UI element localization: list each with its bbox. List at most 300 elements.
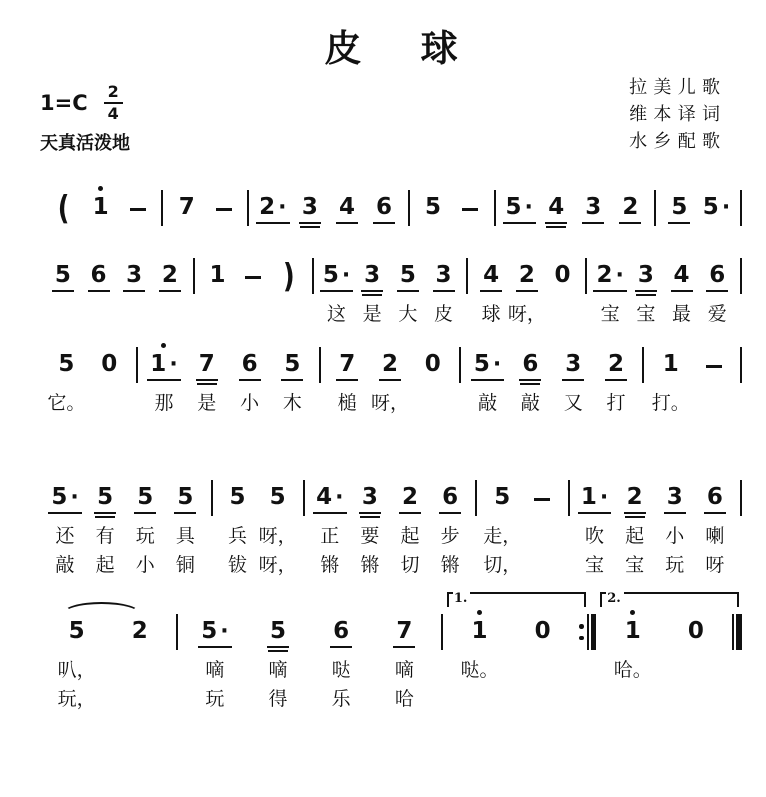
note-glyph-row [196, 350, 218, 382]
note-digit: 5 [201, 618, 218, 645]
note-column [430, 475, 470, 579]
octave-dot-slot [630, 609, 635, 617]
duration-dot: · [524, 195, 533, 221]
note-column [200, 253, 236, 328]
note-glyph-row [668, 193, 690, 225]
measure [410, 185, 494, 231]
rest [532, 609, 554, 655]
note-column [310, 475, 350, 579]
note [619, 185, 641, 231]
note [90, 185, 112, 231]
rest [98, 342, 120, 388]
lyric-syllable: 还 [55, 525, 75, 548]
lyric-syllable: 玩， [57, 688, 96, 711]
note-digit: 6 [90, 262, 107, 289]
lyric-syllable: 走， [483, 525, 522, 548]
measure [40, 342, 136, 417]
note-column [466, 342, 509, 417]
score-line [40, 253, 742, 328]
lyric-syllable: 是 [362, 303, 382, 326]
lyric-syllable: 锵 [360, 554, 380, 577]
key-signature: 1=C [40, 90, 88, 115]
note [134, 475, 156, 521]
duration-dot: · [599, 485, 609, 511]
repeat-dots [579, 624, 584, 640]
lyric-syllable: 又 [563, 392, 583, 415]
note-glyph-row [700, 193, 733, 225]
note-digit: 4 [338, 194, 355, 221]
note [336, 342, 358, 388]
note-column [246, 609, 309, 713]
lyric-syllable: 叭， [57, 659, 96, 682]
note [256, 185, 289, 231]
volta-bracket [447, 592, 586, 607]
note-column [291, 185, 328, 231]
note-glyph-underlined [359, 484, 381, 514]
note-digit: 1 [624, 618, 641, 645]
lyric-syllable: 木 [282, 392, 302, 415]
note-column [545, 253, 581, 328]
note-glyph [532, 618, 554, 648]
note-digit: 3 [361, 484, 378, 511]
note-digit: 6 [376, 194, 393, 221]
note-glyph [491, 484, 513, 514]
measure [178, 609, 441, 713]
note [196, 342, 218, 388]
note-digit: 5 [671, 194, 688, 221]
lyric-syllable: 喇 [705, 525, 725, 548]
measure [496, 185, 654, 231]
note-column [390, 475, 430, 579]
note-glyph-row [128, 193, 148, 225]
lyric-syllable: 槌 [337, 392, 357, 415]
note [635, 253, 657, 299]
note-column [328, 185, 365, 231]
note [433, 253, 455, 299]
dash-glyph [216, 208, 232, 212]
note-glyph-row [685, 617, 707, 649]
note-glyph-row [664, 483, 686, 515]
lyric-syllable: 宝 [625, 554, 645, 577]
dash-note [532, 475, 552, 521]
rest [685, 609, 707, 655]
note-glyph-underlined [361, 262, 383, 292]
note-digit: 5 [51, 484, 68, 511]
note-column [168, 185, 205, 231]
note-glyph-row [468, 617, 490, 649]
note-glyph-underlined [619, 194, 641, 224]
volta-label: 2. [606, 592, 624, 606]
duration-dot: · [341, 263, 351, 289]
note [361, 253, 383, 299]
lyric-syllable: 嘀 [268, 659, 288, 682]
lyric-syllable: 宝 [600, 303, 620, 326]
note [227, 475, 249, 521]
lyric-syllable: 皮 [434, 303, 454, 326]
note [439, 475, 461, 521]
measure [477, 475, 567, 579]
note [397, 253, 419, 299]
note-column [522, 475, 562, 579]
note-digit: 2 [402, 484, 419, 511]
note-digit: 2 [607, 351, 624, 378]
note [578, 475, 611, 521]
dash-glyph [130, 208, 146, 212]
note-column [373, 609, 436, 713]
lyric-syllable: 吹 [585, 525, 605, 548]
note-glyph-underlined [704, 484, 726, 514]
note-glyph-row [123, 261, 145, 293]
note-glyph-row [578, 483, 611, 515]
key-time-line [40, 83, 130, 122]
note-glyph-underlined [88, 262, 110, 292]
note [123, 253, 145, 299]
lyric-syllable: 哒。 [460, 659, 499, 682]
note-digit: 5 [473, 351, 490, 378]
note-glyph-underlined [399, 484, 421, 514]
note-glyph-underlined [624, 484, 646, 514]
time-signature-numerator: 2 [104, 83, 123, 104]
note-digit: 1 [150, 351, 167, 378]
note-glyph-underlined [471, 351, 504, 381]
note [624, 475, 646, 521]
note-column [369, 342, 412, 417]
note-glyph-row [267, 483, 289, 515]
lyric-syllable: 呀， [370, 392, 409, 415]
barline [740, 480, 742, 516]
note-glyph-row [393, 617, 415, 649]
note [159, 253, 181, 299]
note-glyph-underlined [516, 262, 538, 292]
note-glyph-row [313, 483, 346, 515]
dash-glyph [245, 276, 261, 280]
note-glyph-row [552, 261, 574, 293]
measure [305, 475, 476, 579]
measure [570, 475, 741, 579]
duration-dot: · [721, 195, 731, 221]
note-glyph [55, 351, 77, 381]
note-glyph-underlined [379, 351, 401, 381]
note-glyph-underlined [578, 484, 611, 514]
note-column [655, 475, 695, 579]
note-digit: 5 [505, 194, 522, 221]
note-column [592, 253, 628, 328]
note-digit: 0 [424, 351, 441, 378]
note-glyph-row [519, 350, 541, 382]
dash-glyph [534, 498, 550, 502]
note [267, 609, 289, 655]
note-column [228, 342, 271, 417]
credit-line-arranger: 水乡配歌 [629, 131, 727, 153]
note-glyph-row [480, 261, 502, 293]
note-glyph-row [706, 261, 728, 293]
note [174, 475, 196, 521]
note-glyph-row [66, 617, 88, 649]
note-column [698, 185, 735, 231]
note-glyph-underlined [582, 194, 604, 224]
note [359, 475, 381, 521]
barline [740, 347, 742, 383]
note-column [411, 342, 454, 417]
note-glyph-row [299, 193, 321, 225]
note-glyph-underlined [48, 484, 81, 514]
note-glyph-row [622, 617, 644, 649]
lyric-syllable: 锵 [320, 554, 340, 577]
note-glyph [422, 194, 444, 224]
measure [314, 253, 467, 328]
lyric-syllable: 起 [625, 525, 645, 548]
note-glyph [176, 194, 198, 224]
note-glyph-underlined [256, 194, 289, 224]
lyric-syllable: 乐 [331, 688, 351, 711]
note [299, 185, 321, 231]
note [700, 185, 733, 231]
lyric-syllable: 哈。 [613, 659, 652, 682]
note-column [612, 185, 649, 231]
note-glyph-row [320, 261, 353, 293]
note-glyph-underlined [668, 194, 690, 224]
note-column [426, 253, 462, 328]
measure [443, 591, 579, 713]
note-glyph [66, 618, 88, 648]
lyric-syllable: 是 [197, 392, 217, 415]
rest [552, 253, 574, 299]
note-glyph-underlined [397, 262, 419, 292]
lyric-syllable: 它。 [47, 392, 86, 415]
note [147, 342, 180, 388]
dash-note [460, 185, 480, 231]
note-column [235, 253, 271, 328]
note-glyph-underlined [503, 194, 536, 224]
note [281, 342, 303, 388]
repeat-dot [579, 624, 584, 629]
note [207, 253, 229, 299]
note-column [185, 342, 228, 417]
lyric-syllable: 锵 [440, 554, 460, 577]
lyric-syllable: 呀， [507, 303, 546, 326]
note-digit: 5 [399, 262, 416, 289]
rest [422, 342, 444, 388]
note-glyph-row [516, 261, 538, 293]
octave-dot [161, 343, 166, 348]
lyric-syllable: 呀， [258, 554, 297, 577]
note-column [254, 185, 291, 231]
note-column [271, 253, 307, 328]
note-column [218, 475, 258, 579]
note-glyph-row [159, 261, 181, 293]
score-header [40, 74, 742, 155]
note-column [615, 475, 655, 579]
score-line [40, 591, 742, 713]
note-glyph-row [704, 483, 726, 515]
note-glyph-underlined [393, 618, 415, 648]
note [593, 253, 626, 299]
note-digit: 5 [270, 618, 287, 645]
final-barline [732, 614, 742, 650]
note-column [183, 609, 246, 713]
note-column [45, 185, 82, 231]
octave-dot-slot [161, 342, 166, 350]
note-column [205, 185, 242, 231]
note-column [365, 185, 402, 231]
note [313, 475, 346, 521]
note-digit: 0 [554, 262, 571, 289]
note-glyph [90, 194, 112, 224]
note-glyph-underlined [52, 262, 74, 292]
note-column [482, 475, 522, 579]
note-column [511, 609, 574, 713]
note [336, 185, 358, 231]
note-glyph-row [281, 350, 303, 382]
note-glyph-underlined [605, 351, 627, 381]
note-glyph-row [660, 350, 682, 382]
note [58, 185, 70, 231]
note-digit: 7 [178, 194, 195, 221]
note-digit: 7 [198, 351, 215, 378]
note-glyph-underlined [123, 262, 145, 292]
note [668, 185, 690, 231]
note-column [143, 342, 186, 417]
note-glyph-underlined [664, 484, 686, 514]
note-digit: 5 [137, 484, 154, 511]
lyric-syllable: 嘀 [205, 659, 225, 682]
volta-bracket [600, 592, 739, 607]
octave-dot [630, 610, 635, 615]
note-glyph-underlined [198, 618, 231, 648]
note-glyph-underlined [480, 262, 502, 292]
octave-dot [477, 610, 482, 615]
note-digit: 3 [435, 262, 452, 289]
note-column [350, 475, 390, 579]
measure [468, 253, 585, 328]
duration-dot: · [615, 263, 624, 289]
note-digit: 3 [585, 194, 602, 221]
note-digit: 2 [161, 262, 178, 289]
note [379, 342, 401, 388]
note-glyph-underlined [336, 194, 358, 224]
duration-dot: · [492, 352, 502, 378]
note-glyph [227, 484, 249, 514]
note-column [661, 185, 698, 231]
note-glyph-row [422, 193, 444, 225]
note-digit: 3 [364, 262, 381, 289]
measure [461, 342, 642, 417]
credit-line-source: 拉美儿歌 [629, 77, 727, 99]
note-glyph-row [460, 193, 480, 225]
note-glyph-underlined [147, 351, 180, 381]
dash-note [243, 253, 263, 299]
note [706, 253, 728, 299]
note-digit: 5 [58, 351, 75, 378]
note-column [575, 185, 612, 231]
note-column [699, 253, 735, 328]
note-digit: 5 [284, 351, 301, 378]
note-glyph-underlined [336, 351, 358, 381]
note-glyph-row [98, 350, 120, 382]
note [519, 342, 541, 388]
lyric-syllable: 玩 [665, 554, 685, 577]
note-glyph-row [147, 350, 180, 382]
note-column [326, 342, 369, 417]
note-column [310, 609, 373, 713]
note-column [575, 475, 615, 579]
note [330, 609, 352, 655]
measure [40, 253, 193, 328]
lyric-syllable: 起 [95, 554, 115, 577]
note-column [509, 253, 545, 328]
measure [40, 475, 211, 579]
measure [163, 185, 247, 231]
note-glyph-underlined [159, 262, 181, 292]
note [267, 475, 289, 521]
note [671, 253, 693, 299]
note-glyph-underlined [196, 351, 218, 381]
note-glyph [468, 618, 490, 648]
note [503, 185, 536, 231]
note [422, 185, 444, 231]
note-column [125, 475, 165, 579]
note-glyph-row [397, 261, 419, 293]
note-digit: 3 [637, 262, 654, 289]
thick-barline [736, 614, 742, 650]
note-column [552, 342, 595, 417]
note-column [81, 253, 117, 328]
note-glyph [552, 262, 574, 292]
note-digit: 2 [596, 262, 613, 289]
note-column [595, 342, 638, 417]
note-glyph-row [373, 193, 395, 225]
note-column [258, 475, 298, 579]
note-column [473, 253, 509, 328]
note-glyph-row [704, 350, 724, 382]
note-glyph-row [134, 483, 156, 515]
note-digit: 6 [709, 262, 726, 289]
time-signature [104, 83, 123, 122]
note-glyph [660, 351, 682, 381]
key-signature-block [40, 83, 130, 155]
note-digit: 3 [666, 484, 683, 511]
note-glyph-row [624, 483, 646, 515]
note-column [82, 185, 119, 231]
note-digit: 5 [54, 262, 71, 289]
note-column [448, 609, 511, 713]
note-column [108, 609, 171, 713]
note-glyph-underlined [239, 351, 261, 381]
note-digit: 5 [702, 194, 719, 221]
measure [596, 591, 732, 713]
note-glyph-underlined [519, 351, 541, 381]
note [480, 253, 502, 299]
note-column [85, 475, 125, 579]
note-digit: 2 [622, 194, 639, 221]
lyric-syllable: 具 [175, 525, 195, 548]
tempo-marking: 天真活泼地 [40, 133, 130, 155]
note [283, 253, 295, 299]
lyric-syllable: 玩 [205, 688, 225, 711]
lyric-syllable: 球 [481, 303, 501, 326]
note-glyph [622, 618, 644, 648]
note-glyph-row [256, 193, 289, 225]
note-digit: 2 [518, 262, 535, 289]
note-glyph [685, 618, 707, 648]
lyric-syllable: 这 [327, 303, 347, 326]
note-digit: 4 [483, 262, 500, 289]
note-digit: 5 [322, 262, 339, 289]
note [320, 253, 353, 299]
note-column [45, 342, 88, 417]
note-glyph-row [282, 258, 295, 297]
lyric-syllable: 起 [400, 525, 420, 548]
